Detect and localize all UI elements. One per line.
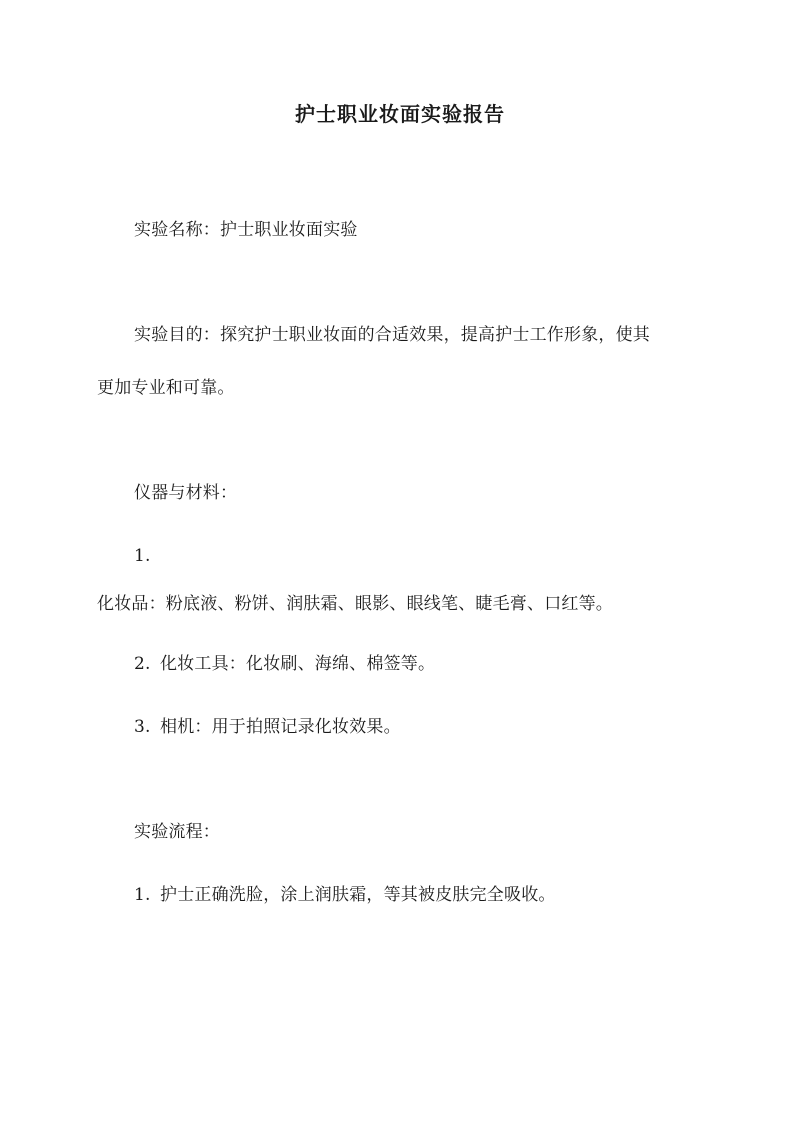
material-item-2-text: 化妆工具：化妆刷、海绵、棉签等。 <box>160 654 436 674</box>
material-item-3-text: 相机：用于拍照记录化妆效果。 <box>160 717 401 737</box>
experiment-name: 实验名称：护士职业妆面实验 <box>134 220 358 240</box>
process-heading: 实验流程： <box>134 822 220 842</box>
purpose-line-1: 实验目的：探究护士职业妆面的合适效果，提高护士工作形象，使其 <box>134 325 650 345</box>
document-title: 护士职业妆面实验报告 <box>295 102 505 126</box>
material-item-2 <box>134 652 435 676</box>
material-item-2-number: 2. <box>134 654 151 674</box>
material-item-1-text: 化妆品：粉底液、粉饼、润肤霜、眼影、眼线笔、睫毛膏、口红等。 <box>97 594 613 614</box>
materials-heading: 仪器与材料： <box>134 483 238 503</box>
material-item-3-number: 3. <box>134 717 151 737</box>
process-item-1-text: 护士正确洗脸，涂上润肤霜，等其被皮肤完全吸收。 <box>160 885 556 905</box>
purpose-line-2: 更加专业和可靠。 <box>97 378 235 398</box>
material-item-1-number: 1. <box>134 546 151 566</box>
process-item-1-number: 1. <box>134 885 151 905</box>
material-item-3 <box>134 715 401 739</box>
process-item-1 <box>134 883 556 907</box>
